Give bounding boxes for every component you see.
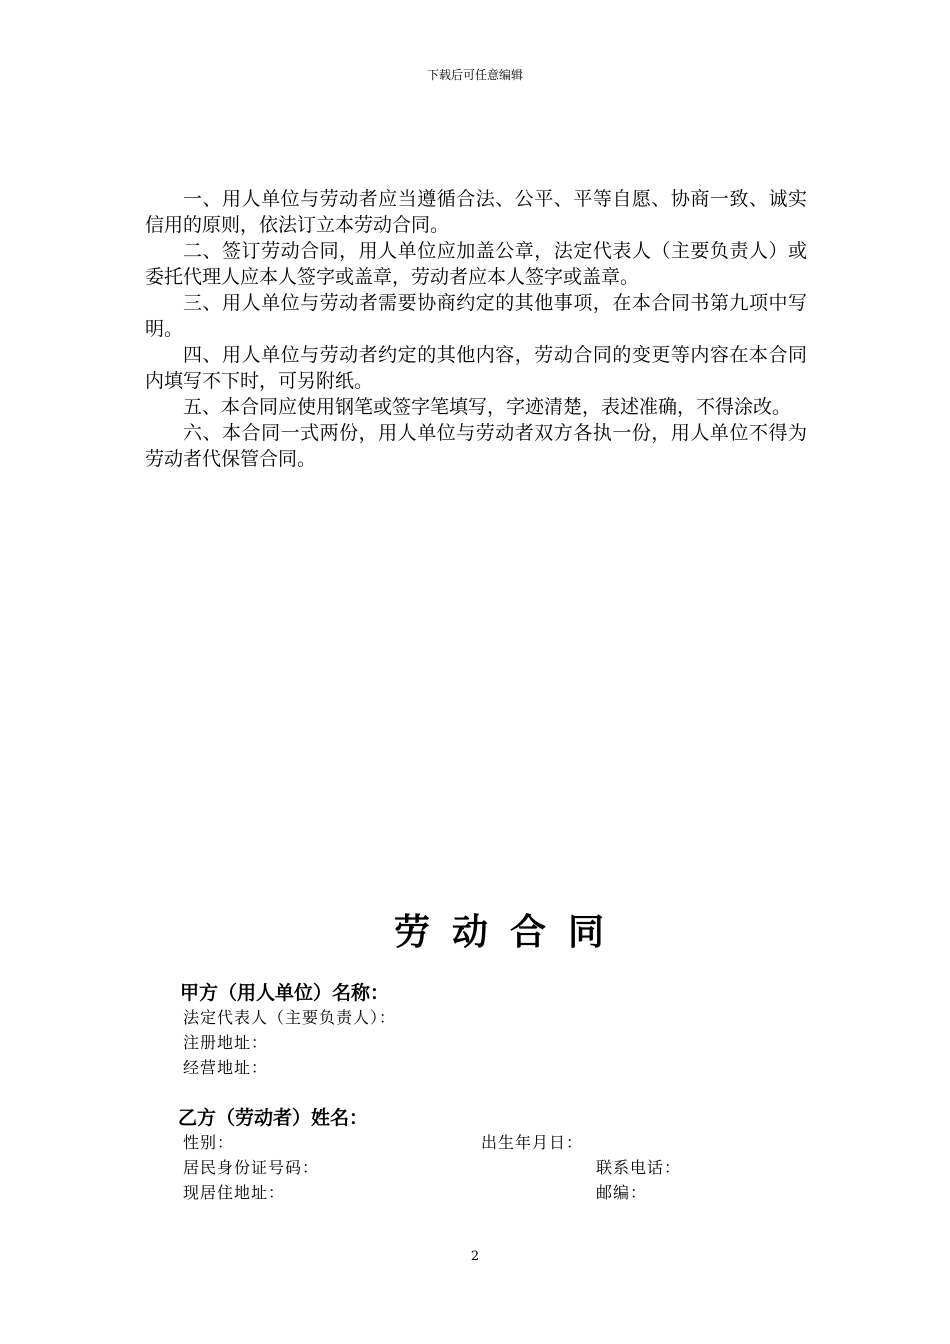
page-number: 2 bbox=[470, 1249, 480, 1264]
party-b-postcode-label: 邮编： bbox=[596, 1183, 648, 1202]
instructions-section bbox=[145, 186, 807, 472]
party-a-business-address-label: 经营地址： bbox=[183, 1058, 269, 1077]
contract-title: 劳动合同 bbox=[393, 911, 626, 953]
party-a-legal-rep-label: 法定代表人（主要负责人）： bbox=[183, 1008, 397, 1027]
instruction-item-4: 四、用人单位与劳动者约定的其他内容，劳动合同的变更等内容在本合同内填写不下时，可另附纸。 bbox=[145, 344, 807, 392]
party-b-phone-label: 联系电话： bbox=[596, 1158, 682, 1177]
party-b-address-label: 现居住地址： bbox=[183, 1183, 286, 1202]
instruction-item-3: 三、用人单位与劳动者需要协商约定的其他事项，在本合同书第九项中写明。 bbox=[145, 292, 807, 340]
instruction-item-6: 六、本合同一式两份，用人单位与劳动者双方各执一份，用人单位不得为劳动者代保管合同。 bbox=[145, 422, 807, 470]
party-b-id-number-label: 居民身份证号码： bbox=[183, 1158, 320, 1177]
instruction-item-1: 一、用人单位与劳动者应当遵循合法、公平、平等自愿、协商一致、诚实信用的原则，依法订立本劳动合同。 bbox=[145, 188, 807, 236]
header-note: 下载后可任意编辑 bbox=[426, 68, 523, 82]
party-b-gender-label: 性别： bbox=[183, 1133, 235, 1152]
instruction-item-2: 二、签订劳动合同，用人单位应加盖公章，法定代表人（主要负责人）或委托代理人应本人签字或盖章，劳动者应本人签字或盖章。 bbox=[145, 240, 807, 288]
party-b-heading: 乙方（劳动者）姓名： bbox=[178, 1107, 369, 1129]
instruction-item-5: 五、本合同应使用钢笔或签字笔填写，字迹清楚，表述准确，不得涂改。 bbox=[183, 396, 792, 418]
party-a-heading: 甲方（用人单位）名称： bbox=[180, 982, 390, 1004]
party-b-birth-date-label: 出生年月日： bbox=[481, 1133, 584, 1152]
party-a-registered-address-label: 注册地址： bbox=[183, 1033, 269, 1052]
